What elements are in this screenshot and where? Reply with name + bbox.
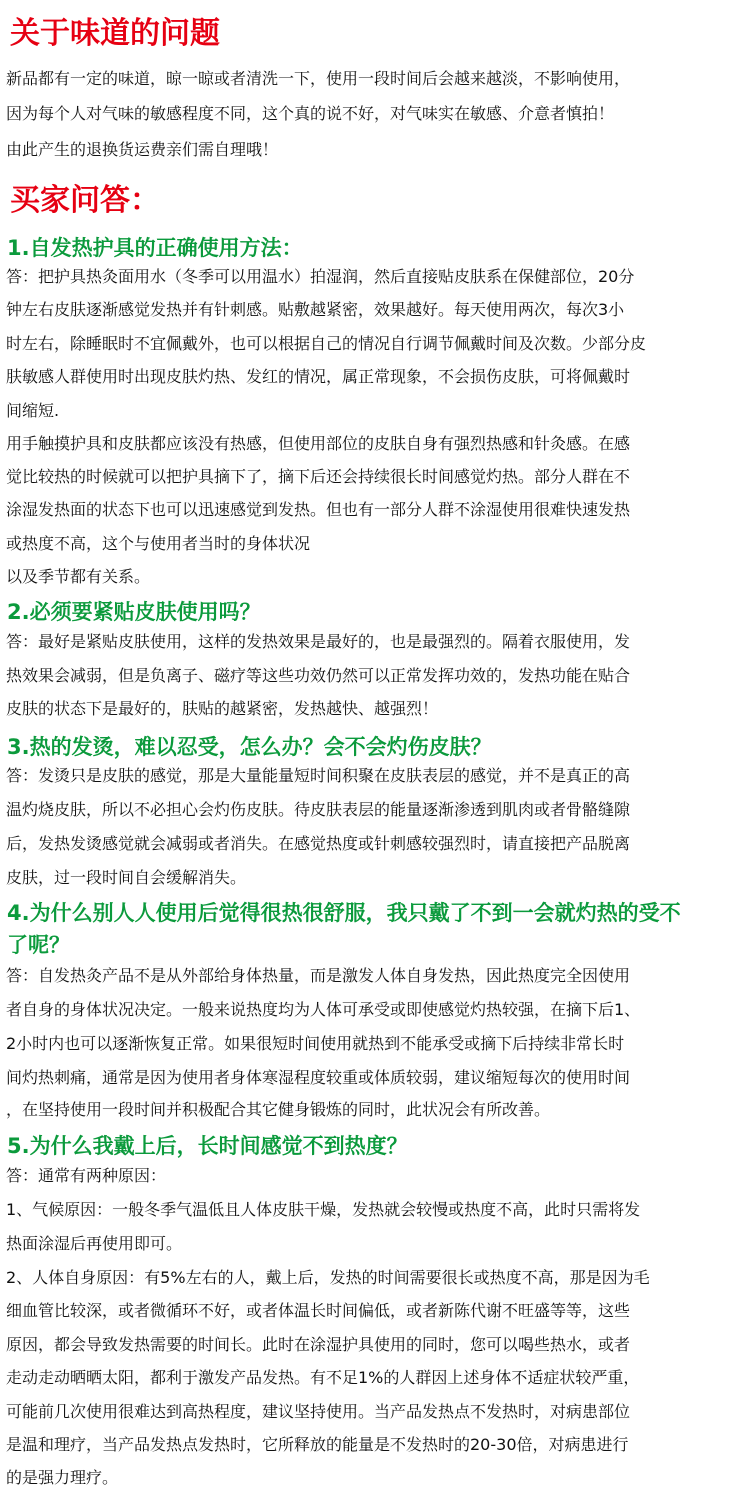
answer-1-line: 间缩短. bbox=[6, 401, 60, 420]
answer-1-line: 觉比较热的时候就可以把护具摘下了，摘下后还会持续很长时间感觉灼热。部分人群在不 bbox=[6, 467, 631, 486]
answer-3-line: 温灼烧皮肤，所以不必担心会灼伤皮肤。待皮肤表层的能量逐渐渗透到肌肉或者骨骼缝隙 bbox=[6, 800, 631, 819]
answer-3-line: 皮肤，过一段时间自会缓解消失。 bbox=[6, 868, 247, 887]
smell-text-line: 由此产生的退换货运费亲们需自理哦！ bbox=[6, 140, 279, 159]
question-2-title: 2.必须要紧贴皮肤使用吗？ bbox=[7, 600, 261, 624]
answer-2-line: 热效果会减弱，但是负离子、磁疗等这些功效仍然可以正常发挥功效的，发热功能在贴合 bbox=[6, 666, 631, 685]
answer-3-line: 后，发热发烫感觉就会减弱或者消失。在感觉热度或针刺感较强烈时，请直接把产品脱离 bbox=[6, 834, 631, 853]
answer-4-line: 2小时内也可以逐渐恢复正常。如果很短时间使用就热到不能承受或摘下后持续非常长时 bbox=[6, 1034, 625, 1053]
answer-5-line: 的是强力理疗。 bbox=[6, 1468, 119, 1487]
smell-text-line: 新品都有一定的味道，晾一晾或者清洗一下，使用一段时间后会越来越淡，不影响使用， bbox=[6, 69, 631, 88]
answer-1-line: 以及季节都有关系。 bbox=[6, 567, 151, 586]
answer-5-line: 2、人体自身原因：有5%左右的人，戴上后，发热的时间需要很长或热度不高，那是因为毛 bbox=[6, 1268, 650, 1287]
answer-4-line: 者自身的身体状况决定。一般来说热度均为人体可承受或即使感觉灼热较强，在摘下后1、 bbox=[6, 1000, 641, 1019]
smell-section-title: 关于味道的问题 bbox=[10, 16, 220, 51]
answer-1-line: 涂湿发热面的状态下也可以迅速感觉到发热。但也有一部分人群不涂湿使用很难快速发热 bbox=[6, 500, 631, 519]
answer-1-line: 钟左右皮肤逐渐感觉发热并有针刺感。贴敷越紧密，效果越好。每天使用两次，每次3小 bbox=[6, 300, 625, 319]
answer-3-line: 答：发烫只是皮肤的感觉，那是大量能量短时间积聚在皮肤表层的感觉，并不是真正的高 bbox=[6, 766, 631, 785]
answer-5-line: 细血管比较深，或者微循环不好，或者体温长时间偏低，或者新陈代谢不旺盛等等，这些 bbox=[6, 1301, 631, 1320]
question-1-title: 1.自发热护具的正确使用方法： bbox=[7, 236, 303, 260]
answer-5-line: 原因，都会导致发热需要的时间长。此时在涂湿护具使用的同时，您可以喝些热水，或者 bbox=[6, 1335, 631, 1354]
answer-5-line: 可能前几次使用很难达到高热程度，建议坚持使用。当产品发热点不发热时，对病患部位 bbox=[6, 1402, 631, 1421]
answer-1-line: 或热度不高，这个与使用者当时的身体状况 bbox=[6, 534, 311, 553]
answer-5-line: 答：通常有两种原因： bbox=[6, 1166, 167, 1185]
qa-section-title: 买家问答： bbox=[10, 183, 160, 218]
answer-2-line: 答：最好是紧贴皮肤使用，这样的发热效果是最好的，也是最强烈的。隔着衣服使用，发 bbox=[6, 632, 631, 651]
answer-4-line: 答：自发热灸产品不是从外部给身体热量，而是激发人体自身发热，因此热度完全因使用 bbox=[6, 966, 631, 985]
answer-5-line: 是温和理疗，当产品发热点发热时，它所释放的能量是不发热时的20-30倍，对病患进行 bbox=[6, 1435, 629, 1454]
answer-5-line: 热面涂湿后再使用即可。 bbox=[6, 1234, 183, 1253]
question-3-title: 3.热的发烫，难以忍受，怎么办？会不会灼伤皮肤？ bbox=[7, 735, 492, 759]
answer-4-line: 间灼热刺痛，通常是因为使用者身体寒湿程度较重或体质较弱，建议缩短每次的使用时间 bbox=[6, 1068, 631, 1087]
answer-5-line: 走动走动晒晒太阳，都利于激发产品发热。有不足1%的人群因上述身体不适症状较严重， bbox=[6, 1368, 640, 1387]
answer-5-line: 1、气候原因：一般冬季气温低且人体皮肤干燥，发热就会较慢或热度不高，此时只需将发 bbox=[6, 1200, 641, 1219]
question-4-title-cont: 了呢？ bbox=[7, 933, 70, 957]
question-4-title: 4.为什么别人人使用后觉得很热很舒服，我只戴了不到一会就灼热的受不 bbox=[7, 901, 681, 925]
question-5-title: 5.为什么我戴上后，长时间感觉不到热度？ bbox=[7, 1134, 408, 1158]
answer-1-line: 用手触摸护具和皮肤都应该没有热感，但使用部位的皮肤自身有强烈热感和针灸感。在感 bbox=[6, 434, 631, 453]
smell-text-line: 因为每个人对气味的敏感程度不同，这个真的说不好，对气味实在敏感、介意者慎拍！ bbox=[6, 104, 615, 123]
answer-1-line: 时左右，除睡眠时不宜佩戴外，也可以根据自己的情况自行调节佩戴时间及次数。少部分皮 bbox=[6, 334, 647, 353]
answer-1-line: 答：把护具热灸面用水（冬季可以用温水）拍湿润，然后直接贴皮肤系在保健部位，20分 bbox=[6, 267, 635, 286]
answer-1-line: 肤敏感人群使用时出现皮肤灼热、发红的情况，属正常现象，不会损伤皮肤，可将佩戴时 bbox=[6, 367, 631, 386]
answer-4-line: ，在坚持使用一段时间并积极配合其它健身锻炼的同时，此状况会有所改善。 bbox=[6, 1100, 551, 1119]
answer-2-line: 皮肤的状态下是最好的，肤贴的越紧密，发热越快、越强烈！ bbox=[6, 699, 439, 718]
